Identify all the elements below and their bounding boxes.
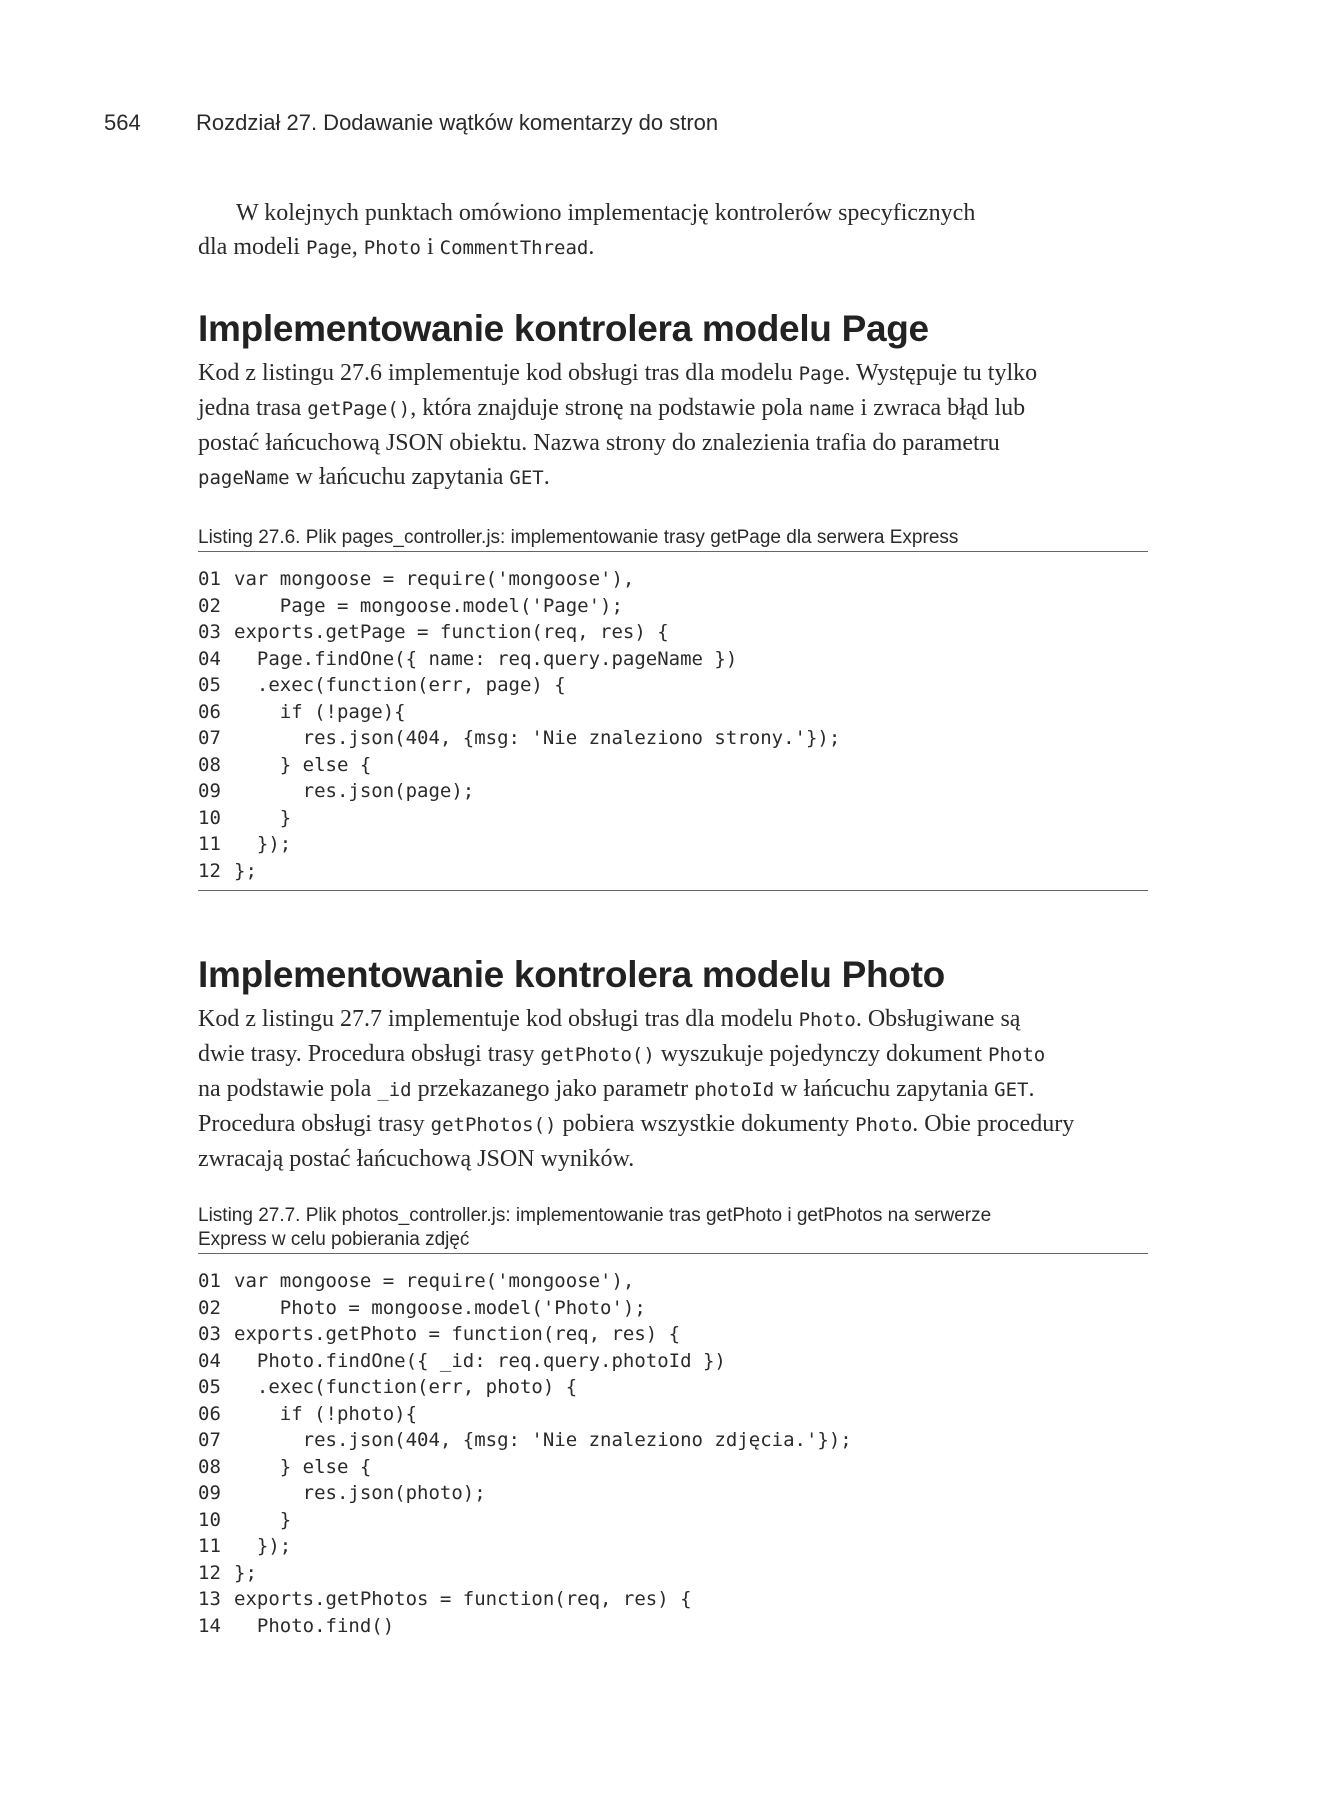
text-run: pobiera wszystkie dokumenty [556, 1111, 856, 1137]
code-text: if (!page){ [234, 700, 406, 723]
line-number: 05 [198, 674, 221, 696]
code-text: res.json(page); [234, 780, 475, 802]
section-heading-photo: Implementowanie kontrolera modelu Photo [198, 954, 945, 995]
code-text: if (!photo){ [234, 1402, 418, 1425]
text-run: Kod z listingu 27.7 implementuje kod obsługi tras dla modelu [198, 1006, 799, 1032]
code-line [198, 593, 1148, 620]
code-text: }); [234, 1535, 292, 1557]
text-run: Kod z listingu 27.6 implementuje kod obsługi tras dla modelu [198, 360, 799, 386]
text-run: . [1028, 1076, 1035, 1102]
code-text: exports.getPhotos = function(req, res) { [234, 1588, 692, 1610]
intro-line-2 [198, 230, 1158, 265]
code-line [198, 1348, 1148, 1375]
line-number: 11 [198, 833, 221, 855]
text-run: . [543, 464, 550, 490]
code-line [198, 646, 1148, 673]
code-line [198, 1295, 1148, 1322]
code-text: exports.getPage = function(req, res) { [234, 621, 669, 643]
page-number: 564 [104, 110, 141, 135]
line-number: 04 [198, 1349, 221, 1372]
caption-line: Express w celu pobierania zdjęć [198, 1229, 470, 1250]
text-run: , [351, 234, 364, 260]
code-line [198, 1321, 1148, 1348]
intro-paragraph [198, 196, 1158, 265]
code-text: } else { [234, 753, 372, 776]
line-number: 01 [198, 1270, 221, 1292]
code-text: var mongoose = require('mongoose'), [234, 568, 635, 590]
code-text: } [234, 1508, 292, 1531]
code-text: exports.getPhoto = function(req, res) { [234, 1323, 681, 1345]
code-line [198, 619, 1148, 646]
code-line [198, 831, 1148, 858]
inline-code: Photo [988, 1044, 1046, 1066]
code-text: res.json(404, {msg: 'Nie znaleziono zdjęcia.'}); [234, 1429, 852, 1451]
code-text: Page.findOne({ name: req.query.pageName }) [234, 647, 738, 670]
line-number: 12 [198, 859, 221, 882]
intro-line-1: W kolejnych punktach omówiono implementację kontrolerów specyficznych [236, 200, 976, 226]
paragraph-line [198, 1037, 1158, 1072]
running-header [104, 110, 718, 136]
paragraph-line [198, 391, 1158, 426]
line-number: 06 [198, 1402, 221, 1425]
inline-code: _id [377, 1079, 412, 1101]
code-line [198, 699, 1148, 726]
section1-paragraph [198, 356, 1158, 495]
code-line [198, 1560, 1148, 1587]
line-number: 02 [198, 1296, 221, 1319]
code-line [198, 752, 1148, 779]
inline-code: Photo [363, 237, 421, 259]
inline-code: photoId [694, 1079, 775, 1101]
code-text: .exec(function(err, page) { [234, 674, 566, 696]
code-text: }); [234, 833, 292, 855]
inline-code: CommentThread [439, 237, 589, 259]
code-text: Photo = mongoose.model('Photo'); [234, 1296, 646, 1319]
inline-code: pageName [198, 467, 290, 489]
code-text: } [234, 806, 292, 829]
paragraph-line [198, 356, 1158, 391]
text-run: . [588, 234, 595, 260]
code-text: } else { [234, 1455, 372, 1478]
code-line [198, 1533, 1148, 1560]
code-line [198, 1480, 1148, 1507]
text-run: i [420, 234, 440, 260]
text-run: jedna trasa [198, 395, 308, 421]
code-text: .exec(function(err, photo) { [234, 1376, 578, 1398]
inline-code: getPhoto() [540, 1044, 655, 1066]
text-run: dwie trasy. Procedura obsługi trasy [198, 1041, 541, 1067]
code-text: }; [234, 1561, 257, 1584]
inline-code: Page [305, 237, 352, 259]
listing-caption-27-6: Listing 27.6. Plik pages_controller.js: implementowanie trasy getPage dla serwera Express [198, 526, 1148, 552]
code-listing-27-6 [198, 566, 1148, 891]
line-number: 07 [198, 1429, 221, 1451]
code-line [198, 672, 1148, 699]
paragraph-line: zwracają postać łańcuchową JSON wyników. [198, 1146, 635, 1172]
code-text: }; [234, 859, 257, 882]
line-number: 09 [198, 1482, 221, 1504]
section2-paragraph [198, 1002, 1158, 1176]
line-number: 12 [198, 1561, 221, 1584]
line-number: 03 [198, 1323, 221, 1345]
paragraph-line: postać łańcuchową JSON obiektu. Nazwa strony do znalezienia trafia do parametru [198, 430, 1000, 456]
line-number: 14 [198, 1614, 221, 1637]
code-text: res.json(photo); [234, 1482, 486, 1504]
line-number: 01 [198, 568, 221, 590]
code-listing-27-7 [198, 1268, 1148, 1639]
inline-code: Photo [798, 1009, 856, 1031]
text-run: w łańcuchu zapytania [774, 1076, 995, 1102]
code-text: Photo.findOne({ _id: req.query.photoId }) [234, 1349, 726, 1372]
line-number: 06 [198, 700, 221, 723]
paragraph-line [198, 460, 1158, 495]
caption-line: Listing 27.7. Plik photos_controller.js: implementowanie tras getPhoto i getPhotos na serwerze [198, 1205, 992, 1226]
text-run: na podstawie pola [198, 1076, 378, 1102]
line-number: 07 [198, 727, 221, 749]
text-run: Procedura obsługi trasy [198, 1111, 431, 1137]
inline-code: GET [509, 467, 544, 489]
line-number: 08 [198, 753, 221, 776]
inline-code: getPage() [307, 398, 411, 420]
paragraph-line [198, 1002, 1158, 1037]
code-line [198, 805, 1148, 832]
text-run: , która znajduje stronę na podstawie pola [410, 395, 809, 421]
chapter-title: Rozdział 27. Dodawanie wątków komentarzy do stron [196, 110, 719, 135]
listing-caption-27-7 [198, 1204, 1148, 1254]
text-run: . Obsługiwane są [855, 1006, 1021, 1032]
code-text: var mongoose = require('mongoose'), [234, 1270, 635, 1292]
code-line [198, 1401, 1148, 1428]
code-text: res.json(404, {msg: 'Nie znaleziono strony.'}); [234, 727, 841, 749]
text-run: . Występuje tu tylko [844, 360, 1038, 386]
code-line [198, 1427, 1148, 1454]
code-line [198, 1454, 1148, 1481]
line-number: 10 [198, 1508, 221, 1531]
text-run: . Obie procedury [912, 1111, 1075, 1137]
code-text: Photo.find() [234, 1614, 395, 1637]
line-number: 09 [198, 780, 221, 802]
line-number: 04 [198, 647, 221, 670]
text-run: i zwraca błąd lub [854, 395, 1026, 421]
code-line [198, 1374, 1148, 1401]
paragraph-line [198, 1107, 1158, 1142]
line-number: 08 [198, 1455, 221, 1478]
code-line [198, 778, 1148, 805]
text-run: w łańcuchu zapytania [289, 464, 510, 490]
text-run: dla modeli [198, 234, 306, 260]
line-number: 10 [198, 806, 221, 829]
line-number: 11 [198, 1535, 221, 1557]
section-heading-page: Implementowanie kontrolera modelu Page [198, 308, 929, 349]
code-line [198, 1613, 1148, 1640]
code-line [198, 1586, 1148, 1613]
text-run: przekazanego jako parametr [411, 1076, 695, 1102]
code-line [198, 566, 1148, 593]
paragraph-line [198, 1072, 1158, 1107]
code-line [198, 1268, 1148, 1295]
inline-code: Photo [855, 1114, 913, 1136]
code-line [198, 1507, 1148, 1534]
code-line [198, 858, 1148, 885]
inline-code: GET [994, 1079, 1029, 1101]
text-run: wyszukuje pojedynczy dokument [654, 1041, 989, 1067]
code-text: Page = mongoose.model('Page'); [234, 594, 623, 617]
line-number: 03 [198, 621, 221, 643]
line-number: 13 [198, 1588, 221, 1610]
line-number: 02 [198, 594, 221, 617]
line-number: 05 [198, 1376, 221, 1398]
inline-code: Page [798, 363, 845, 385]
inline-code: name [808, 398, 855, 420]
inline-code: getPhotos() [430, 1114, 557, 1136]
code-line [198, 725, 1148, 752]
